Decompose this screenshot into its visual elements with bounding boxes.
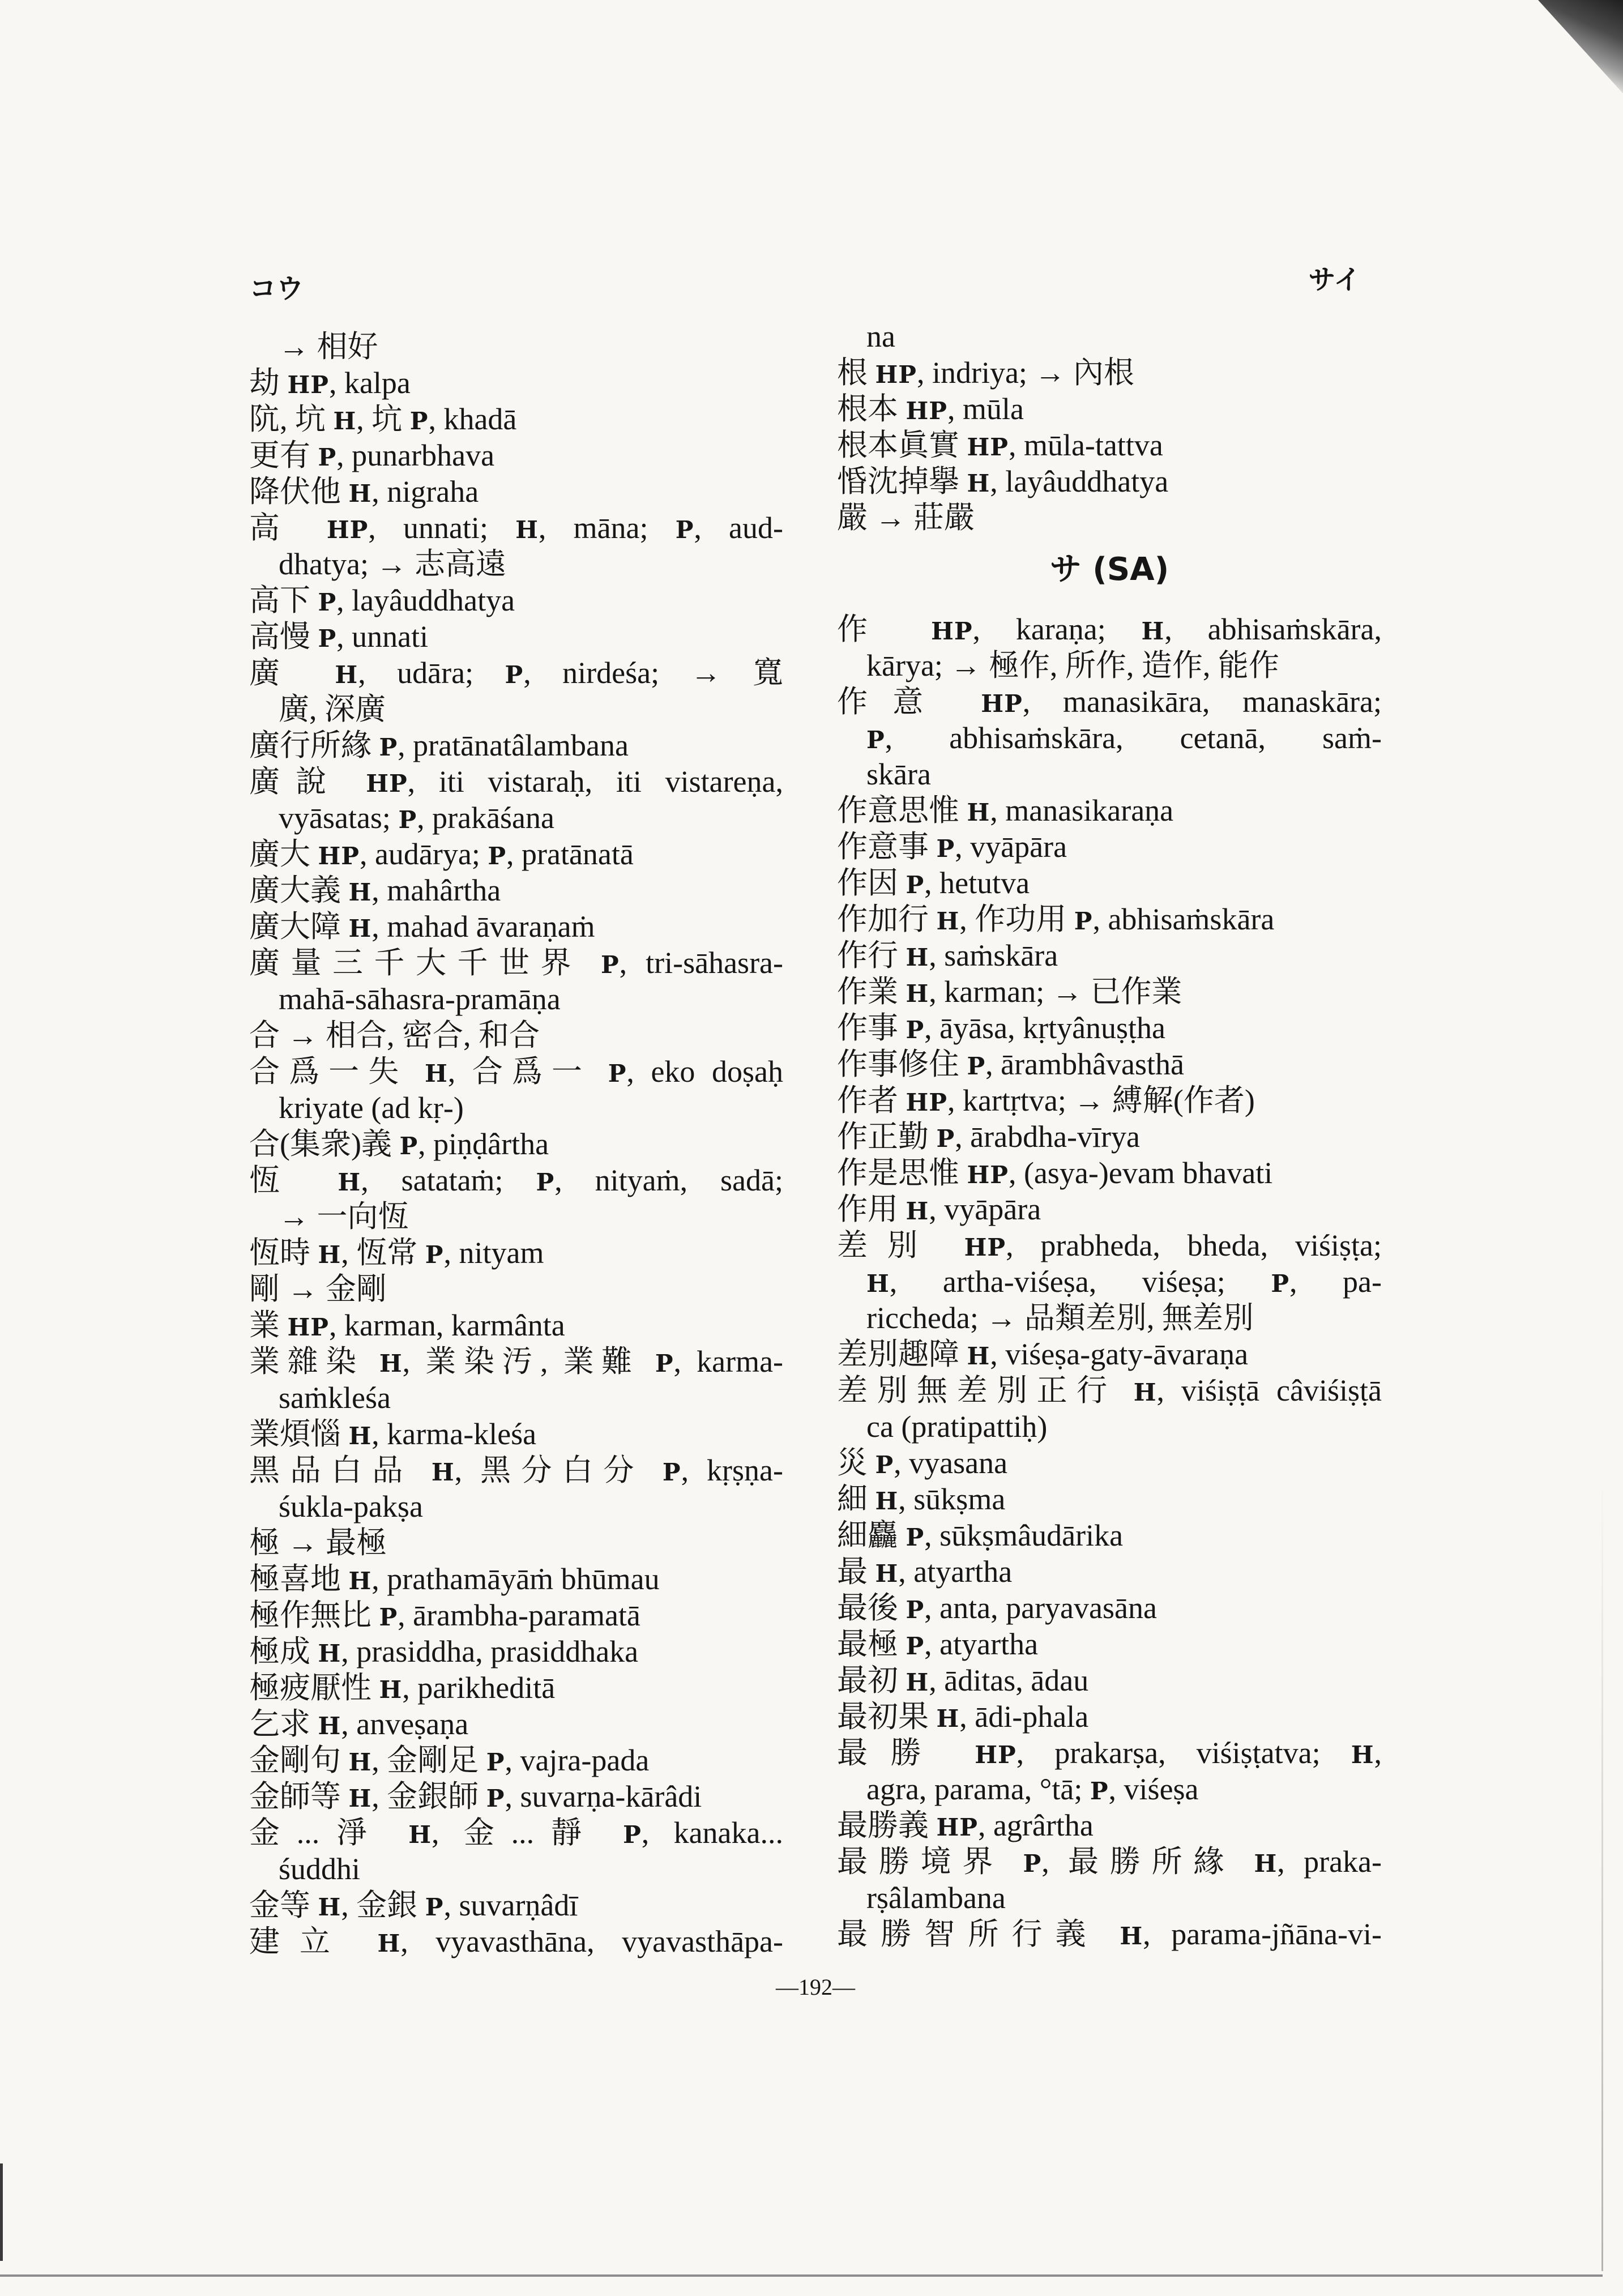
continued-entry-fragment bbox=[837, 318, 1382, 355]
dictionary-entry bbox=[249, 1561, 783, 1597]
source-label: H bbox=[967, 1342, 990, 1370]
entry-headword-line: 極 → 最極 bbox=[249, 1526, 387, 1560]
entry-headword-line: 更有 P, punarbhava bbox=[249, 438, 495, 472]
dictionary-entry bbox=[249, 365, 783, 401]
source-label: P bbox=[486, 1748, 505, 1776]
source-label: P bbox=[906, 1632, 925, 1660]
entry-headword-line: 根本眞實 HP, mūla-tattva bbox=[837, 428, 1163, 462]
entry-continuation-line: śuddhi bbox=[279, 1852, 361, 1886]
entry-headword-line: 差別 HP, prabheda, bheda, viśiṣṭa; bbox=[837, 1228, 1382, 1262]
source-label: P bbox=[906, 1523, 925, 1551]
source-label: H bbox=[875, 1487, 899, 1515]
entry-headword-line: 廣大義 H, mahârtha bbox=[249, 873, 501, 907]
dictionary-entry bbox=[837, 865, 1382, 901]
left-column bbox=[249, 328, 783, 1960]
entry-headword-line: 金等 H, 金銀 P, suvarṇâdī bbox=[249, 1888, 578, 1922]
entry-continuation-line: vyāsatas; P, prakāśana bbox=[279, 801, 554, 835]
entry-headword-line: 廣說 HP, iti vistaraḥ, iti vistareṇa, bbox=[249, 765, 783, 799]
section-entry-list bbox=[837, 611, 1382, 1952]
dictionary-entry bbox=[249, 473, 783, 510]
source-label: H bbox=[348, 914, 372, 942]
entry-headword-line: 最後 P, anta, paryavasāna bbox=[837, 1591, 1157, 1625]
entry-continuation-line: P, abhisaṁskāra, cetanā, saṁ- bbox=[866, 721, 1382, 755]
source-label: P bbox=[662, 1458, 681, 1486]
entry-continuation-line: dhatya; → 志高遠 bbox=[279, 547, 506, 581]
source-label: H bbox=[379, 1675, 403, 1704]
source-label: H bbox=[515, 515, 539, 544]
entry-headword-line: 阬, 坑 H, 坑 P, khadā bbox=[249, 402, 517, 436]
entry-continuation-line: saṁkleśa bbox=[279, 1381, 391, 1415]
entry-headword-line: 最勝智所行義 H, parama-jñāna-vi- bbox=[837, 1917, 1382, 1951]
source-label: P bbox=[906, 1595, 925, 1624]
entry-continuation-line: riccheda; → 品類差別, 無差別 bbox=[866, 1301, 1254, 1335]
entry-continuation-line: kriyate (ad kṛ-) bbox=[279, 1091, 464, 1125]
scan-bottom-edge bbox=[0, 2274, 1603, 2277]
source-label: H bbox=[318, 1712, 341, 1740]
running-header-right: サイ bbox=[1308, 264, 1361, 296]
dictionary-entry bbox=[837, 500, 1382, 536]
dictionary-entry bbox=[837, 1336, 1382, 1372]
dictionary-entry bbox=[837, 1590, 1382, 1626]
entry-headword-line: 最初 H, āditas, ādau bbox=[837, 1663, 1089, 1697]
source-label: H bbox=[967, 798, 990, 826]
entry-headword-line: 作事修住 P, ārambhâvasthā bbox=[837, 1047, 1185, 1081]
source-label: HP bbox=[287, 370, 329, 399]
source-label: HP bbox=[967, 433, 1009, 461]
source-label: H bbox=[936, 1704, 960, 1732]
source-label: P bbox=[875, 1450, 894, 1479]
source-label: P bbox=[1074, 907, 1093, 935]
entry-headword-line: 廣大障 H, mahad āvaraṇaṁ bbox=[249, 910, 595, 944]
entry-headword-line: 降伏他 H, nigraha bbox=[249, 475, 479, 509]
source-label: P bbox=[379, 733, 398, 761]
entry-headword-line: 最勝境界 P, 最勝所緣 H, praka- bbox=[837, 1845, 1382, 1879]
entry-continuation-line: śukla-pakṣa bbox=[279, 1490, 423, 1523]
entry-headword-line: 極喜地 H, prathamāyāṁ bhūmau bbox=[249, 1562, 660, 1596]
page-number: —192— bbox=[776, 1974, 855, 2000]
entry-headword-line: 最極 P, atyartha bbox=[837, 1627, 1039, 1661]
entry-headword-line: 災 P, vyasana bbox=[837, 1446, 1008, 1480]
entry-headword-line: 根本 HP, mūla bbox=[837, 392, 1024, 426]
source-label: HP bbox=[366, 769, 408, 797]
source-label: HP bbox=[875, 360, 917, 389]
dictionary-entry bbox=[249, 1670, 783, 1706]
source-label: HP bbox=[318, 842, 360, 870]
entry-headword-line: 業煩惱 H, karma-kleśa bbox=[249, 1417, 537, 1451]
dictionary-entry bbox=[837, 463, 1382, 500]
entry-headword-line: 剛 → 金剛 bbox=[249, 1272, 387, 1306]
entry-headword-line: 合爲一失 H, 合爲一 P, eko doṣaḥ bbox=[249, 1055, 783, 1089]
source-label: P bbox=[536, 1168, 555, 1196]
dictionary-entry bbox=[837, 1662, 1382, 1698]
entry-headword-line: 作用 H, vyāpāra bbox=[837, 1192, 1041, 1226]
source-label: HP bbox=[931, 617, 973, 645]
dictionary-entry bbox=[249, 618, 783, 655]
entry-continuation-line: ca (pratipattiḥ) bbox=[866, 1410, 1048, 1444]
entry-headword-line: 廣行所緣 P, pratānatâlambana bbox=[249, 728, 629, 762]
source-label: P bbox=[488, 842, 507, 870]
entry-headword-line: 最初果 H, ādi-phala bbox=[837, 1700, 1089, 1734]
source-label: HP bbox=[287, 1313, 329, 1341]
dictionary-entry bbox=[249, 1017, 783, 1053]
dictionary-entry bbox=[249, 1271, 783, 1307]
source-label: P bbox=[318, 624, 337, 652]
entry-headword-line: 作者 HP, kartṛtva; → 縛解(作者) bbox=[837, 1083, 1255, 1117]
entry-headword-line: 業雜染 H, 業染汚, 業難 P, karma- bbox=[249, 1345, 783, 1379]
entry-headword-line: 根 HP, indriya; → 內根 bbox=[837, 356, 1134, 390]
entry-continuation-line: → 相好 bbox=[279, 330, 378, 364]
source-label: P bbox=[409, 407, 429, 435]
dictionary-entry bbox=[249, 1706, 783, 1742]
dictionary-entry bbox=[837, 1445, 1382, 1481]
dictionary-entry bbox=[249, 1053, 783, 1126]
entry-headword-line: 金剛句 H, 金剛足 P, vajra-pada bbox=[249, 1743, 650, 1777]
entry-headword-line: 最勝 HP, prakarṣa, viśiṣṭatva; H, bbox=[837, 1736, 1382, 1770]
source-label: P bbox=[967, 1052, 986, 1080]
entry-headword-line: 廣大 HP, audārya; P, pratānatā bbox=[249, 837, 634, 871]
dictionary-entry bbox=[249, 1633, 783, 1670]
source-label: H bbox=[1351, 1740, 1374, 1769]
dictionary-entry bbox=[837, 611, 1382, 684]
entry-headword-line: 廣 H, udāra; P, nirdeśa; → 寬 bbox=[249, 656, 783, 690]
entry-headword-line: 劫 HP, kalpa bbox=[249, 366, 411, 400]
source-label: P bbox=[1090, 1777, 1109, 1805]
source-label: HP bbox=[981, 689, 1023, 718]
source-label: H bbox=[348, 479, 372, 507]
entry-headword-line: 黑品白品 H, 黑分白分 P, kṛṣṇa- bbox=[249, 1453, 783, 1487]
source-label: H bbox=[335, 660, 358, 689]
entry-headword-line: 金師等 H, 金銀師 P, suvarṇa-kārâdi bbox=[249, 1779, 702, 1813]
source-label: H bbox=[348, 1748, 372, 1776]
dictionary-entry bbox=[837, 355, 1382, 391]
source-label: H bbox=[1254, 1849, 1278, 1877]
entry-headword-line: 合 → 相合, 密合, 和合 bbox=[249, 1018, 540, 1052]
entry-headword-line: 細麤 P, sūkṣmâudārika bbox=[837, 1518, 1124, 1552]
entry-headword-line: 作意思惟 H, manasikaraṇa bbox=[837, 793, 1174, 827]
dictionary-entry bbox=[249, 401, 783, 437]
section-heading: サ (SA) bbox=[1049, 551, 1169, 588]
dictionary-entry bbox=[249, 1416, 783, 1452]
dictionary-entry bbox=[249, 727, 783, 763]
source-label: H bbox=[318, 1240, 341, 1269]
entry-headword-line: 乞求 H, anveṣaṇa bbox=[249, 1707, 469, 1741]
entry-headword-line: 合(集衆)義 P, piṇḍârtha bbox=[249, 1127, 549, 1161]
dictionary-entry bbox=[837, 1517, 1382, 1554]
entry-headword-line: 作業 H, karman; → 已作業 bbox=[837, 975, 1182, 1009]
dictionary-entry bbox=[837, 1227, 1382, 1336]
source-label: HP bbox=[936, 1813, 978, 1841]
dictionary-entry bbox=[837, 1372, 1382, 1445]
source-label: H bbox=[1141, 617, 1165, 645]
source-label: P bbox=[623, 1820, 642, 1849]
dictionary-entry bbox=[837, 1626, 1382, 1662]
source-label: HP bbox=[906, 396, 947, 425]
entry-headword-line: 極作無比 P, ārambha-paramatā bbox=[249, 1598, 640, 1632]
entry-headword-line: 金...淨 H, 金...靜 P, kanaka... bbox=[249, 1816, 783, 1850]
entry-headword-line: 惛沈掉擧 H, layâuddhatya bbox=[837, 464, 1169, 498]
source-label: H bbox=[408, 1820, 432, 1849]
source-label: HP bbox=[967, 1160, 1009, 1189]
source-label: HP bbox=[906, 1088, 947, 1116]
page-curl-shadow bbox=[1538, 0, 1623, 93]
dictionary-entry bbox=[249, 836, 783, 872]
entry-headword-line: 作意事 P, vyāpāra bbox=[837, 830, 1067, 864]
source-label: P bbox=[318, 588, 337, 616]
right-column bbox=[837, 318, 1382, 1952]
dictionary-entry bbox=[249, 1235, 783, 1271]
dictionary-entry bbox=[249, 437, 783, 473]
entry-headword-line: 極疲厭性 H, parikheditā bbox=[249, 1671, 556, 1705]
entry-continuation-line: skāra bbox=[866, 757, 931, 791]
source-label: P bbox=[866, 725, 885, 754]
dictionary-entry bbox=[837, 1916, 1382, 1952]
dictionary-entry bbox=[249, 872, 783, 908]
entry-continuation-line: H, artha-viśeṣa, viśeṣa; P, pa- bbox=[866, 1265, 1382, 1299]
dictionary-entry bbox=[249, 1126, 783, 1162]
source-label: HP bbox=[964, 1233, 1006, 1261]
source-label: HP bbox=[975, 1740, 1016, 1769]
entry-headword-line: 作正勤 P, ārabdha-vīrya bbox=[837, 1120, 1140, 1154]
source-label: P bbox=[486, 1784, 505, 1812]
source-label: P bbox=[906, 870, 925, 899]
dictionary-entry bbox=[249, 763, 783, 836]
entry-continuation-line: kārya; → 極作, 所作, 造作, 能作 bbox=[866, 648, 1279, 682]
source-label: P bbox=[1271, 1269, 1289, 1298]
scan-right-edge-shade bbox=[1601, 1473, 1603, 2271]
source-label: H bbox=[377, 1929, 401, 1957]
source-label: H bbox=[1120, 1922, 1143, 1950]
entry-headword-line: 作意 HP, manasikāra, manaskāra; bbox=[837, 685, 1382, 719]
dictionary-entry bbox=[837, 1843, 1382, 1916]
entry-continuation-line: → 一向恆 bbox=[279, 1200, 409, 1234]
source-label: H bbox=[348, 1784, 372, 1812]
dictionary-entry bbox=[837, 391, 1382, 427]
entry-headword-line: 差別無差別正行 H, viśiṣṭā câviśiṣṭā bbox=[837, 1373, 1382, 1407]
entry-headword-line: 極成 H, prasiddha, prasiddhaka bbox=[249, 1634, 639, 1668]
dictionary-entry bbox=[837, 974, 1382, 1010]
dictionary-entry bbox=[837, 1554, 1382, 1590]
source-label: H bbox=[875, 1559, 899, 1587]
source-label: H bbox=[906, 943, 929, 971]
entry-headword-line: 建立 H, vyavasthāna, vyavasthāpa- bbox=[249, 1924, 783, 1958]
source-label: H bbox=[348, 878, 372, 906]
source-label: H bbox=[348, 1422, 372, 1450]
dictionary-entry bbox=[249, 1742, 783, 1778]
dictionary-entry bbox=[249, 1162, 783, 1235]
source-label: P bbox=[1023, 1849, 1042, 1877]
dictionary-entry bbox=[837, 1046, 1382, 1082]
entry-headword-line: 作 HP, karaṇa; H, abhisaṁskāra, bbox=[837, 612, 1382, 646]
dictionary-entry bbox=[249, 1923, 783, 1960]
source-label: H bbox=[424, 1059, 448, 1087]
source-label: P bbox=[655, 1349, 674, 1377]
dictionary-entry bbox=[837, 1735, 1382, 1807]
entry-headword-line: 高 HP, unnati; H, māna; P, aud- bbox=[249, 511, 783, 545]
source-label: P bbox=[936, 834, 955, 863]
source-label: P bbox=[425, 1893, 444, 1921]
dictionary-entry bbox=[837, 427, 1382, 463]
dictionary-entry bbox=[249, 1778, 783, 1815]
entry-headword-line: 作加行 H, 作功用 P, abhisaṁskāra bbox=[837, 902, 1275, 936]
source-label: HP bbox=[326, 515, 369, 544]
entry-continuation-line: 廣, 深廣 bbox=[279, 692, 386, 726]
source-label: P bbox=[318, 443, 337, 471]
source-label: H bbox=[348, 1567, 372, 1595]
entry-headword-line: 高下 P, layâuddhatya bbox=[249, 583, 515, 617]
dictionary-entry bbox=[837, 901, 1382, 937]
running-header-left: コウ bbox=[249, 273, 304, 305]
continued-from-left-column bbox=[837, 318, 1382, 355]
entry-headword-line: 細 H, sūkṣma bbox=[837, 1482, 1006, 1516]
dictionary-entry bbox=[837, 1155, 1382, 1191]
entry-headword-line: 高慢 P, unnati bbox=[249, 620, 429, 654]
entry-headword-line: 作是思惟 HP, (asya-)evam bhavati bbox=[837, 1156, 1273, 1190]
source-label: H bbox=[936, 907, 960, 935]
dictionary-entry bbox=[837, 1191, 1382, 1227]
entry-continuation-line: rṣâlambana bbox=[866, 1881, 1006, 1915]
dictionary-entry bbox=[249, 1815, 783, 1887]
entry-list bbox=[837, 355, 1382, 536]
dictionary-entry bbox=[249, 1887, 783, 1923]
source-label: H bbox=[906, 1668, 929, 1696]
dictionary-entry bbox=[249, 1597, 783, 1633]
source-label: H bbox=[866, 1269, 890, 1298]
dictionary-entry bbox=[837, 829, 1382, 865]
source-label: H bbox=[318, 1893, 341, 1921]
entry-headword-line: 廣量三千大千世界 P, tri-sāhasra- bbox=[249, 946, 783, 980]
source-label: P bbox=[505, 660, 524, 689]
entry-headword-line: 業 HP, karman, karmânta bbox=[249, 1308, 565, 1342]
entry-headword-line: 恆 H, satataṁ; P, nityaṁ, sadā; bbox=[249, 1163, 783, 1197]
dictionary-entry bbox=[837, 937, 1382, 974]
source-label: H bbox=[318, 1639, 341, 1667]
entry-headword-line: 恆時 H, 恆常 P, nityam bbox=[249, 1236, 544, 1270]
entry-headword-line: 作因 P, hetutva bbox=[837, 866, 1030, 900]
source-label: H bbox=[338, 1168, 361, 1196]
source-label: H bbox=[967, 469, 990, 497]
scan-left-edge-mark bbox=[0, 2163, 3, 2261]
entry-headword-line: 作行 H, saṁskāra bbox=[837, 938, 1058, 972]
source-label: H bbox=[333, 407, 357, 435]
entry-headword-line: 嚴 → 莊嚴 bbox=[837, 501, 975, 535]
entry-continuation-line: na bbox=[866, 319, 895, 353]
dictionary-entry bbox=[837, 684, 1382, 792]
dictionary-entry bbox=[249, 945, 783, 1017]
continued-from-previous-page bbox=[249, 328, 783, 365]
dictionary-entry bbox=[837, 1082, 1382, 1119]
dictionary-entry bbox=[249, 655, 783, 727]
source-label: P bbox=[906, 1015, 925, 1044]
source-label: H bbox=[1133, 1378, 1157, 1406]
source-label: H bbox=[906, 1197, 929, 1225]
continued-entry-fragment bbox=[249, 328, 783, 365]
entry-continuation-line: agra, parama, °tā; P, viśeṣa bbox=[866, 1772, 1199, 1806]
dictionary-entry bbox=[249, 1525, 783, 1561]
source-label: P bbox=[675, 515, 694, 544]
dictionary-entry bbox=[249, 510, 783, 582]
entry-headword-line: 最勝義 HP, agrârtha bbox=[837, 1808, 1094, 1842]
dictionary-entry bbox=[837, 1481, 1382, 1517]
entry-headword-line: 作事 P, āyāsa, kṛtyânuṣṭha bbox=[837, 1011, 1166, 1045]
entry-headword-line: 最 H, atyartha bbox=[837, 1555, 1013, 1589]
source-label: P bbox=[425, 1240, 444, 1269]
dictionary-entry bbox=[249, 1307, 783, 1343]
entry-list bbox=[249, 365, 783, 1960]
source-label: H bbox=[379, 1349, 403, 1377]
source-label: P bbox=[379, 1603, 398, 1631]
entry-headword-line: 差別趣障 H, viśeṣa-gaty-āvaraṇa bbox=[837, 1337, 1249, 1371]
dictionary-entry bbox=[249, 908, 783, 945]
entry-continuation-line: mahā-sāhasra-pramāṇa bbox=[279, 982, 561, 1016]
source-label: H bbox=[906, 979, 929, 1008]
dictionary-entry bbox=[837, 792, 1382, 829]
source-label: P bbox=[608, 1059, 627, 1087]
dictionary-entry bbox=[837, 1010, 1382, 1046]
source-label: H bbox=[431, 1458, 455, 1486]
dictionary-entry bbox=[249, 582, 783, 618]
source-label: P bbox=[398, 805, 417, 834]
source-label: P bbox=[936, 1124, 955, 1153]
source-label: P bbox=[600, 950, 620, 979]
dictionary-entry bbox=[249, 1343, 783, 1416]
source-label: P bbox=[399, 1132, 418, 1160]
dictionary-entry bbox=[249, 1452, 783, 1525]
dictionary-entry bbox=[837, 1807, 1382, 1843]
dictionary-entry bbox=[837, 1119, 1382, 1155]
dictionary-entry bbox=[837, 1698, 1382, 1735]
